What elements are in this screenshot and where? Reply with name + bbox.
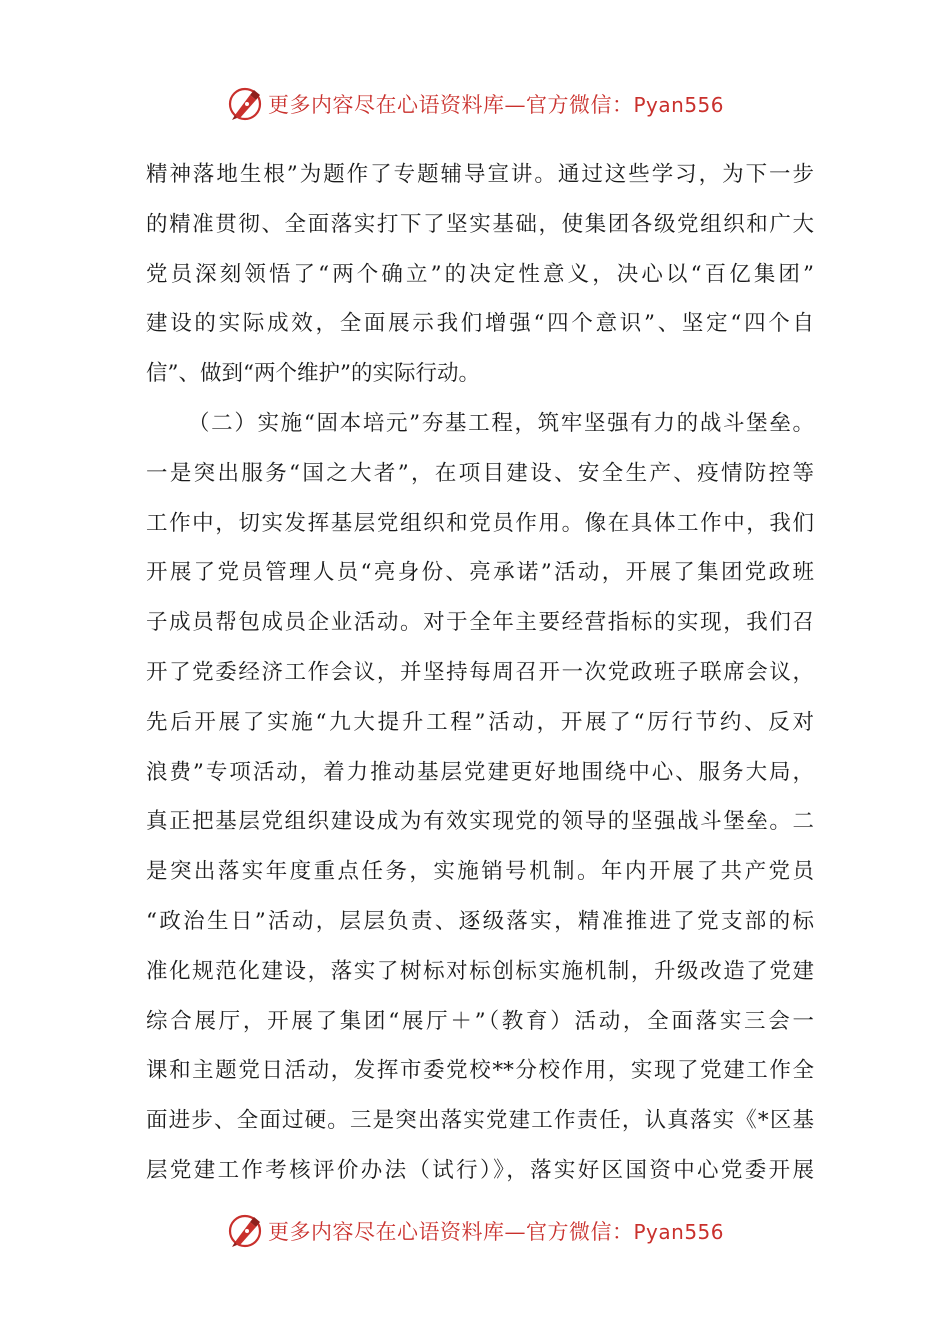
body-line: 综合展厅，开展了集团“展厅＋”（教育）活动，全面落实三会一 [146, 1008, 814, 1034]
footer-banner-text: 更多内容尽在心语资料库—官方微信：Pyan556 [267, 1220, 724, 1244]
body-line: 课和主题党日活动，发挥市委党校**分校作用，实现了党建工作全 [146, 1058, 814, 1084]
body-line: 浪费”专项活动，着力推动基层党建更好地围绕中心、服务大局， [146, 759, 814, 785]
body-line: 层党建工作考核评价办法（试行）》，落实好区国资中心党委开展 [146, 1157, 814, 1183]
body-line: 先后开展了实施“九大提升工程”活动，开展了“厉行节约、反对 [146, 709, 814, 735]
header-banner [0, 82, 950, 126]
body-line: 建设的实际成效，全面展示我们增强“四个意识”、坚定“四个自 [146, 311, 814, 337]
body-line: 子成员帮包成员企业活动。对于全年主要经营指标的实现，我们召 [146, 610, 814, 636]
body-line: 面进步、全面过硬。三是突出落实党建工作责任，认真落实《*区基 [146, 1108, 814, 1134]
header-banner-text: 更多内容尽在心语资料库—官方微信：Pyan556 [267, 93, 724, 117]
body-line: 开了党委经济工作会议，并坚持每周召开一次党政班子联席会议， [146, 659, 814, 685]
footer-banner [0, 1209, 950, 1253]
body-line: 开展了党员管理人员“亮身份、亮承诺”活动，开展了集团党政班 [146, 560, 814, 586]
body-line: 真正把基层党组织建设成为有效实现党的领导的坚强战斗堡垒。二 [146, 809, 814, 835]
body-line: 准化规范化建设，落实了树标对标创标实施机制，升级改造了党建 [146, 958, 814, 984]
pen-nib-logo-icon [226, 1212, 264, 1250]
body-line: 的精准贯彻、全面落实打下了坚实基础，使集团各级党组织和广大 [146, 211, 814, 237]
body-line: 信”、做到“两个维护”的实际行动。 [146, 361, 480, 387]
pen-nib-logo-icon [226, 85, 264, 123]
body-line: 党员深刻领悟了“两个确立”的决定性意义，决心以“百亿集团” [146, 261, 814, 287]
body-line: 一是突出服务“国之大者”，在项目建设、安全生产、疫情防控等 [146, 460, 814, 486]
body-line: “政治生日”活动，层层负责、逐级落实，精准推进了党支部的标 [146, 908, 814, 934]
body-line: 精神落地生根”为题作了专题辅导宣讲。通过这些学习，为下一步 [146, 162, 814, 187]
header-wechat-id: Pyan556 [633, 93, 724, 117]
document-body [146, 150, 814, 1196]
body-line: 工作中，切实发挥基层党组织和党员作用。像在具体工作中，我们 [146, 510, 814, 536]
footer-wechat-id: Pyan556 [633, 1220, 724, 1244]
body-line: 是突出落实年度重点任务，实施销号机制。年内开展了共产党员 [146, 859, 814, 885]
section-heading: （二）实施“固本培元”夯基工程，筑牢坚强有力的战斗堡垒。 [188, 410, 814, 436]
